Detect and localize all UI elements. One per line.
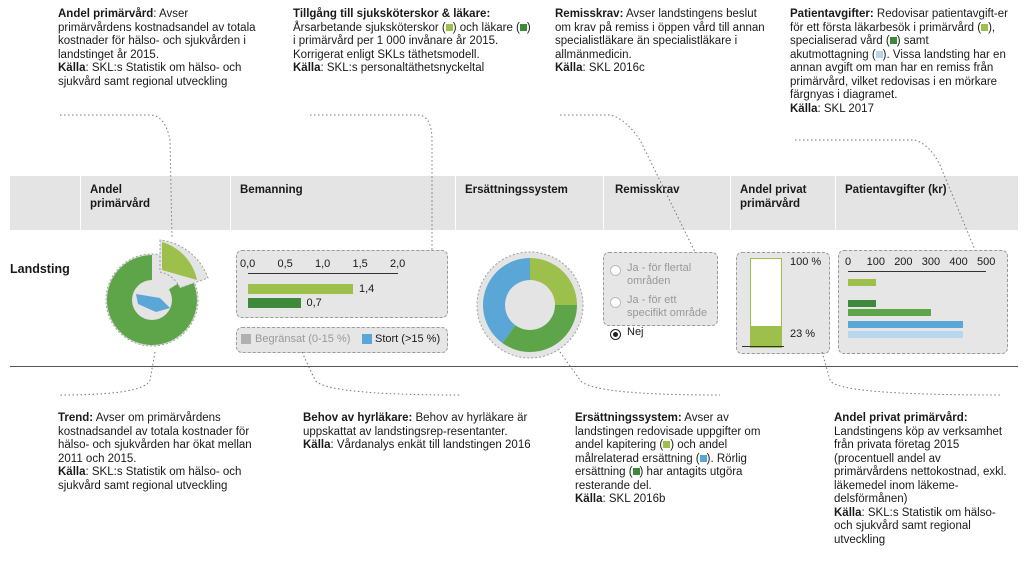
avgifter-tick-label: 200 [894,256,913,268]
column-divider [230,176,231,366]
ersattning-donut-chart [475,250,585,360]
avgifter-axis [848,271,986,272]
bemanning-tick-label: 1,5 [352,258,368,270]
avgifter-tick-label: 0 [845,256,852,268]
remiss-option-label: Ja - för ett specifikt område [627,294,708,319]
header-bemanning: Bemanning [240,184,303,196]
hyrlakare-swatch-low [241,334,251,344]
leader-line-hyrlakare [302,352,460,395]
header-andel: Andel primärvård [90,184,151,210]
dark-green-swatch [890,37,897,44]
dark-green-swatch [520,24,527,31]
bemanning-bar-label: 1,4 [359,283,375,295]
privat-bar-fill [751,326,781,346]
bemanning-tick-label: 0,5 [277,258,293,270]
dark-green-swatch [633,468,640,475]
header-ersattning: Ersättningssystem [465,184,568,196]
privat-max-label: 100 % [790,256,822,268]
bemanning-tick-label: 1,0 [315,258,331,270]
light-blue-swatch [876,51,883,58]
andel-pie-chart [100,232,220,352]
hyrlakare-label-low: Begränsat (0-15 %) [255,333,351,345]
avgifter-tick-label: 300 [921,256,941,268]
annotation-patientavgifter: Patientavgifter: Redovisar patientavgift-er för ett första läkarbesök i primärvård ( ), specialiserad vård ( ) samt akutmottagning ( ). Vissa landsting har en annan avgift om man har en remiss från primärvård, vilket redovisas i en mörkare färgnyas i diagramet. Källa: SKL 2017 [790,8,1008,115]
header-privat: Andel privat primärvård [740,184,807,210]
annotation-remisskrav: Remisskrav: Avser landstingens beslut om krav på remiss i öppen vård till annan specialistläkare än specialistläkare i allmänmedicin. Källa: SKL 2016c [555,8,765,74]
column-divider [730,176,731,366]
blue-swatch [700,455,707,462]
hyrlakare-swatch-high [362,334,372,344]
annotation-ersattning: Ersättningssystem: Avser av landstingen redovisade uppgifter om andel kapitering ( ) och andel målrelaterad ersättning ( ). Rörlig ersättning ( ) har antagits utgöra resterande del. Källa: SKL 2016b [575,412,761,505]
column-divider [835,176,836,366]
row-label-landsting: Landsting [10,262,70,276]
avgifter-tick-label: 500 [977,256,996,268]
avgifter-bar [848,331,963,338]
bemanning-bar-label: 0,7 [306,297,322,309]
row-divider [10,366,1018,367]
column-divider [455,176,456,366]
remiss-radio[interactable] [610,265,621,276]
avgifter-bar [848,279,876,286]
header-remisskrav: Remisskrav [615,184,680,196]
avgifter-bar [848,300,876,307]
privat-value-label: 23 % [790,328,816,340]
bemanning-axis [248,273,398,274]
bemanning-tick-label: 2,0 [390,258,406,270]
remiss-option-label: Nej [627,326,644,338]
hyrlakare-label-high: Stort (>15 %) [375,333,441,345]
annotation-trend: Trend: Avser om primärvårdens kostnadsandel av totala kostnader för hälso- och sjukvården har ökat mellan 2011 och 2015. Källa: SKL:s Statistik om hälso- och sjukvård samt regional utveckling [58,412,252,492]
header-avgifter: Patientavgifter (kr) [845,184,947,196]
avgifter-bar [848,309,931,316]
bemanning-tick-label: 0,0 [240,258,256,270]
avgifter-tick-label: 100 [866,256,885,268]
column-divider [80,176,81,366]
remiss-radio[interactable] [610,297,621,308]
bemanning-bar [248,298,301,308]
annotation-privat: Andel privat primärvård: Landstingens köp av verksamhet från privata företag 2015 (procentuell andel av primärvårdens nettokostnad, exkl. läkemedel inom läkeme-delsförmånen) Källa: SKL:s Statistik om hälso- och sjukvård samt regional utveckling [834,412,1007,546]
bemanning-bar [248,284,353,294]
annotation-hyrlakare: Behov av hyrläkare: Behov av hyrläkare är uppskattat av landstingsrep-resentanter. Källa: Vårdanalys enkät till landstingen 2016 [303,412,531,451]
privat-bar-baseline [742,346,784,347]
annotation-tillgang: Tillgång till sjuksköterskor & läkare: Årsarbetande sjuksköterskor ( ) och läkare ( ) i primärvård per 1 000 invånare år 2015. Korrigerat enligt SKLs täthetsmodell. Källa: SKL:s personaltäthetsnyckeltal [293,8,531,74]
avgifter-bar [848,321,963,328]
leader-line-trend [60,352,155,395]
light-green-swatch [446,24,453,31]
remiss-radio-dot [613,332,618,337]
leader-line-privat [822,352,1000,395]
annotation-andel-primarvard: Andel primärvård: Avser primärvårdens kostnadsandel av totala kostnader för hälso- och sjukvården i landstinget år 2015. Källa: SKL:s Statistik om hälso- och sjukvård samt regional utveckling [58,8,256,88]
avgifter-tick-label: 400 [949,256,968,268]
remiss-option-label: Ja - för flertal områden [627,262,692,287]
